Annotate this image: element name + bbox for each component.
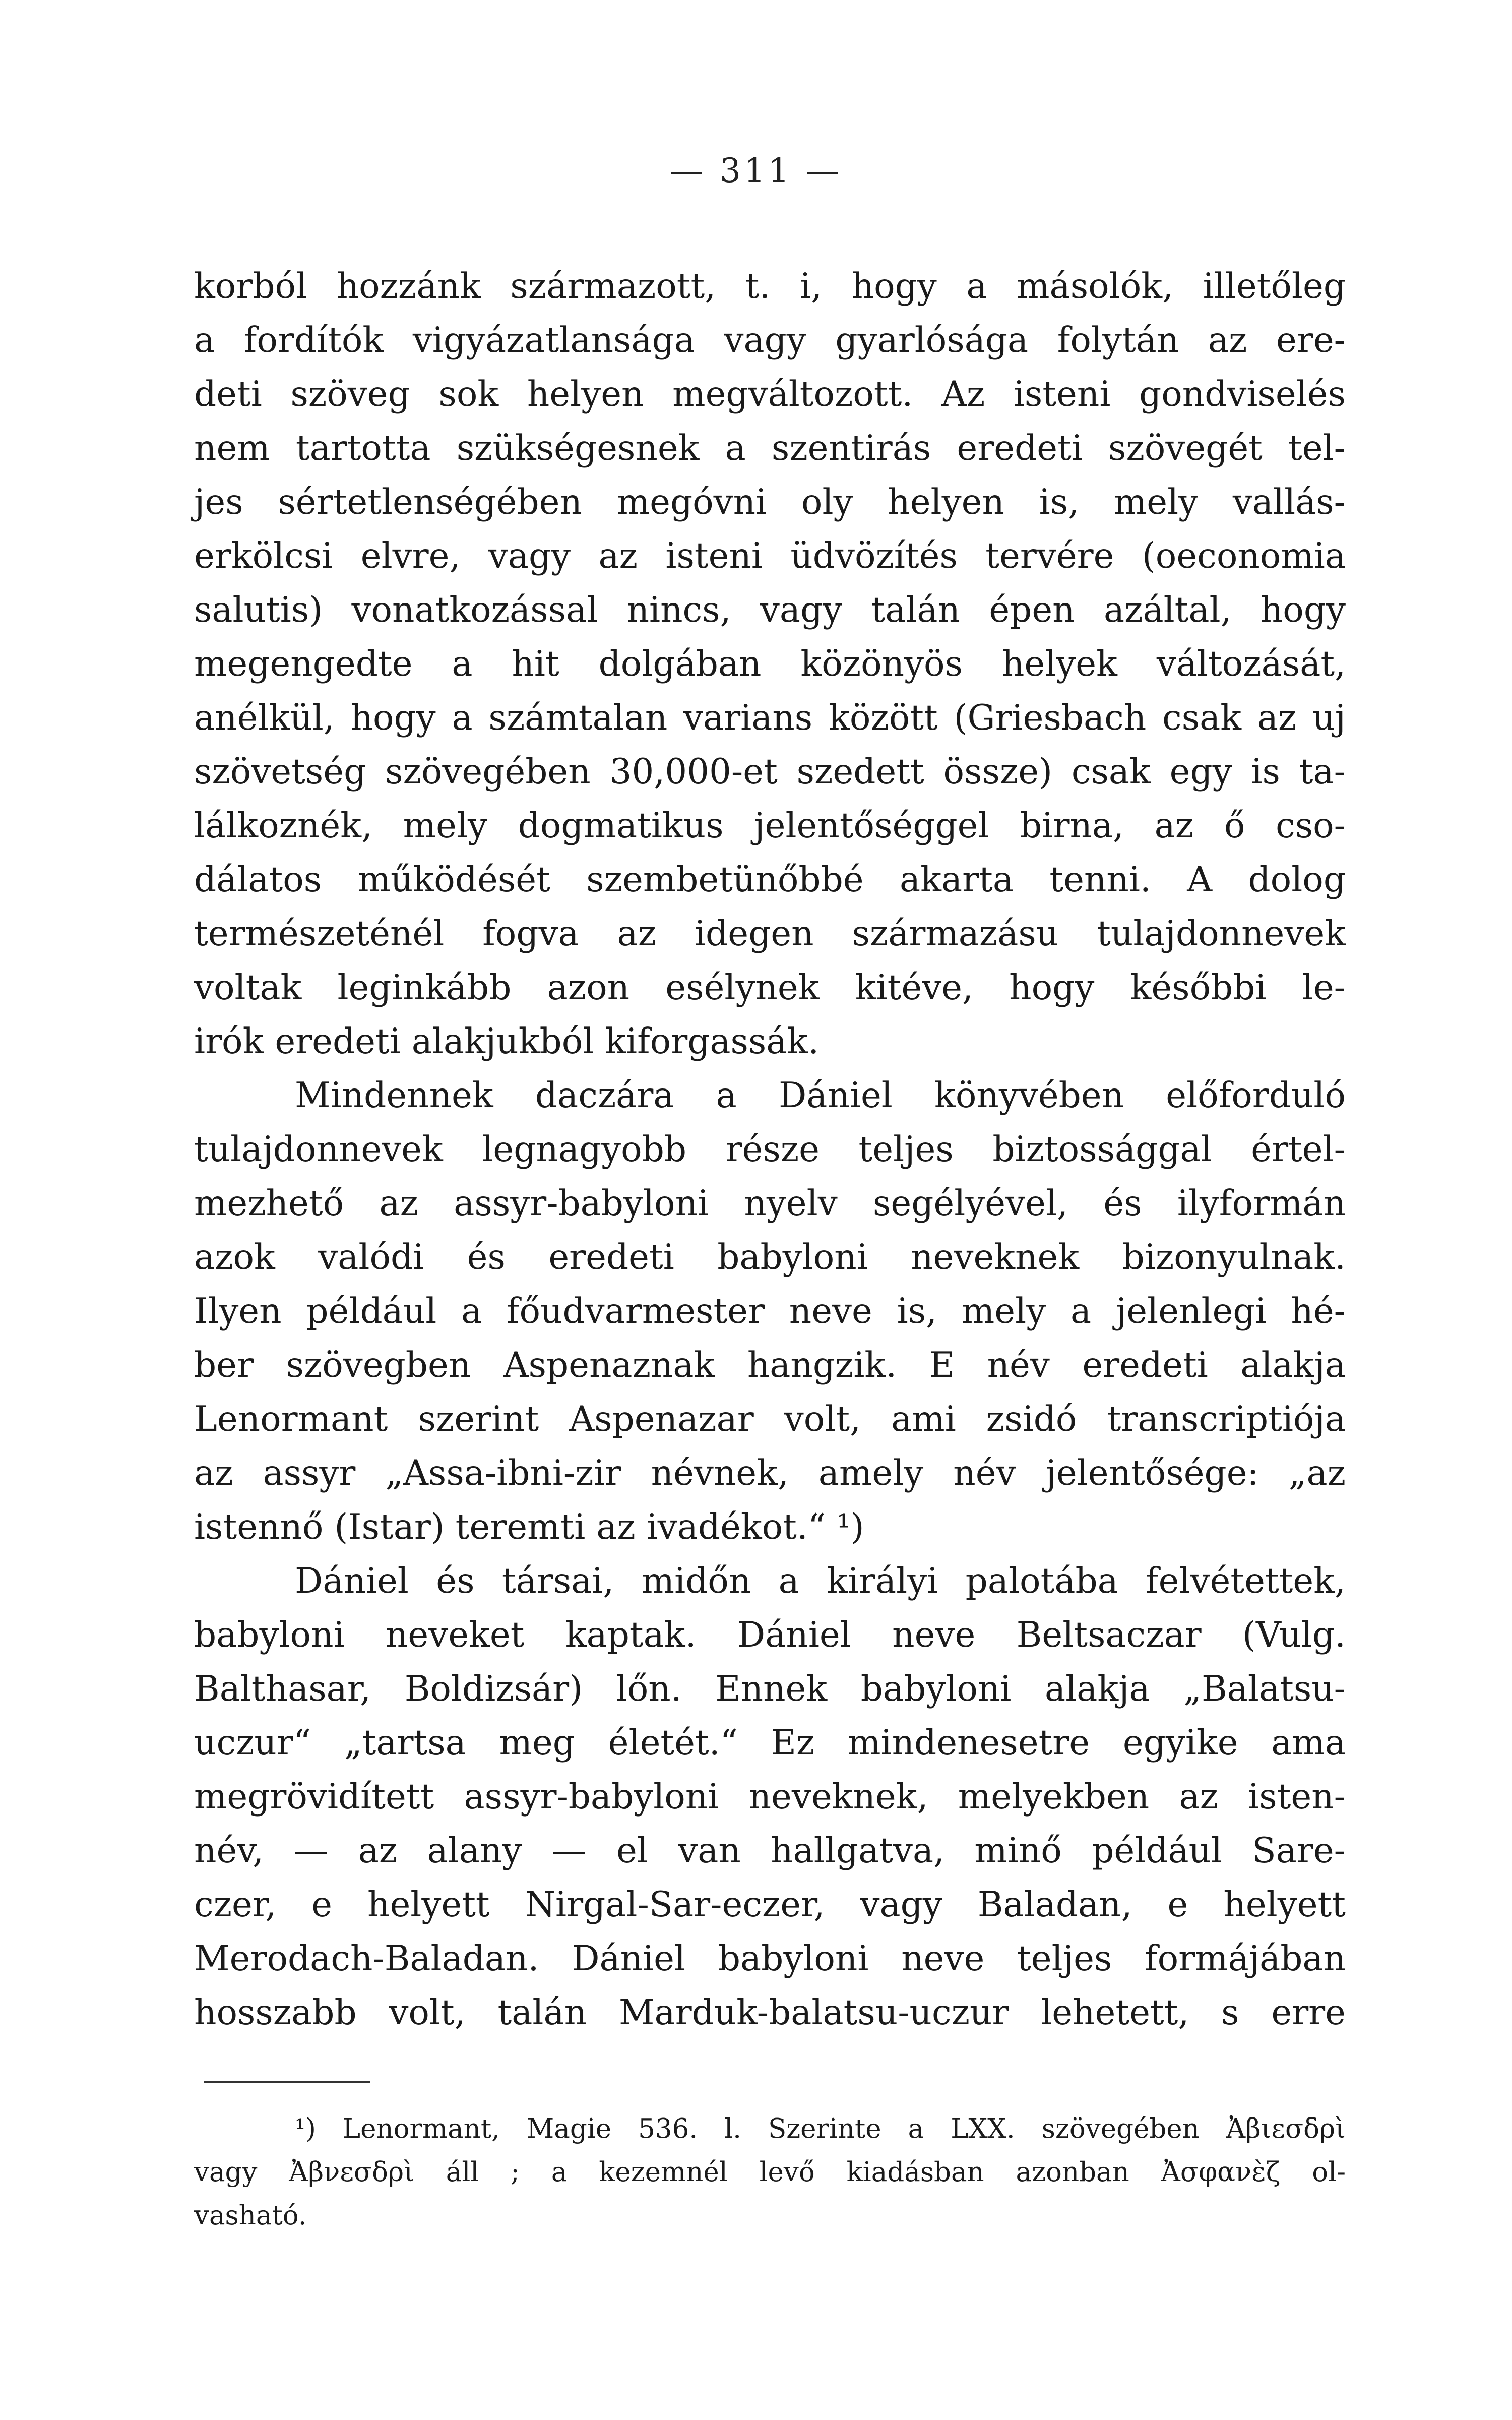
text-line: megrövidített assyr-babyloni neveknek, melyekben az isten- [194, 1777, 1346, 1817]
text-line: azok valódi és eredeti babyloni neveknek bizonyulnak. [194, 1237, 1346, 1278]
text-line: az assyr „Assa-ibni-zir névnek, amely név jelentősége: „az [194, 1453, 1346, 1493]
text-line: mezhető az assyr-babyloni nyelv segélyével, és ilyformán [194, 1183, 1346, 1224]
footnote-line: vasható. [194, 2200, 307, 2231]
text-line: Balthasar, Boldizsár) lőn. Ennek babyloni alakja „Balatsu- [194, 1669, 1346, 1709]
text-line: hosszabb volt, talán Marduk-balatsu-uczur lehetett, s erre [194, 1992, 1346, 2033]
text-line: a fordítók vigyázatlansága vagy gyarlósága folytán az ere- [194, 320, 1346, 360]
text-line: korból hozzánk származott, t. i, hogy a másolók, illetőleg [194, 266, 1346, 307]
text-line: babyloni neveket kaptak. Dániel neve Beltsaczar (Vulg. [194, 1615, 1346, 1655]
text-line: istennő (Istar) teremti az ivadékot.“ ¹) [194, 1507, 864, 1547]
text-line: dálatos működését szembetünőbbé akarta tenni. A dolog [194, 860, 1346, 900]
text-line: erkölcsi elvre, vagy az isteni üdvözítés tervére (oeconomia [194, 536, 1346, 576]
text-line: név, — az alany — el van hallgatva, minő például Sare- [194, 1831, 1346, 1871]
text-line: uczur“ „tartsa meg életét.“ Ez mindenesetre egyike ama [194, 1723, 1346, 1763]
text-line: anélkül, hogy a számtalan varians között (Griesbach csak az uj [194, 698, 1346, 738]
text-line: irók eredeti alakjukból kiforgassák. [194, 1021, 820, 1062]
text-line: lálkoznék, mely dogmatikus jelentőséggel birna, az ő cso- [194, 806, 1346, 846]
text-line: Merodach-Baladan. Dániel babyloni neve teljes formájában [194, 1939, 1346, 1979]
footnote-line: vagy Ἀβνεσδρὶ áll ; a kezemnél levő kiadásban azonban Ἀσφανὲζ ol- [194, 2157, 1346, 2188]
text-line: voltak leginkább azon esélynek kitéve, hogy későbbi le- [194, 967, 1346, 1008]
text-line: Ilyen például a főudvarmester neve is, mely a jelenlegi hé- [194, 1291, 1346, 1332]
text-line: Lenormant szerint Aspenazar volt, ami zsidó transcriptiója [194, 1399, 1346, 1439]
text-line: ber szövegben Aspenaznak hangzik. E név eredeti alakja [194, 1345, 1346, 1385]
text-line: tulajdonnevek legnagyobb része teljes biztossággal értel- [194, 1129, 1346, 1170]
text-line: nem tartotta szükségesnek a szentirás eredeti szövegét tel- [194, 428, 1346, 468]
footnote-line: ¹) Lenormant, Magie 536. l. Szerinte a LXX. szövegében Ἀβιεσδρὶ [295, 2113, 1346, 2144]
page-number: — 311 — [670, 151, 842, 190]
paragraph-start-line: Mindennek daczára a Dániel könyvében előforduló [295, 1075, 1346, 1116]
footnote [194, 2107, 1346, 2237]
text-line: megengedte a hit dolgában közönyös helyek változását, [194, 644, 1346, 684]
paragraph-start-line: Dániel és társai, midőn a királyi palotába felvétettek, [295, 1561, 1346, 1601]
text-line: természeténél fogva az idegen származásu tulajdonnevek [194, 914, 1346, 954]
text-line: salutis) vonatkozással nincs, vagy talán épen azáltal, hogy [194, 590, 1346, 630]
text-line: deti szöveg sok helyen megváltozott. Az isteni gondviselés [194, 374, 1346, 414]
text-line: jes sértetlenségében megóvni oly helyen is, mely vallás- [194, 482, 1346, 522]
text-line: szövetség szövegében 30,000-et szedett össze) csak egy is ta- [194, 752, 1346, 792]
footnote-separator [204, 2081, 370, 2083]
body-text [194, 260, 1346, 2040]
text-line: czer, e helyett Nirgal-Sar-eczer, vagy Baladan, e helyett [194, 1885, 1346, 1925]
